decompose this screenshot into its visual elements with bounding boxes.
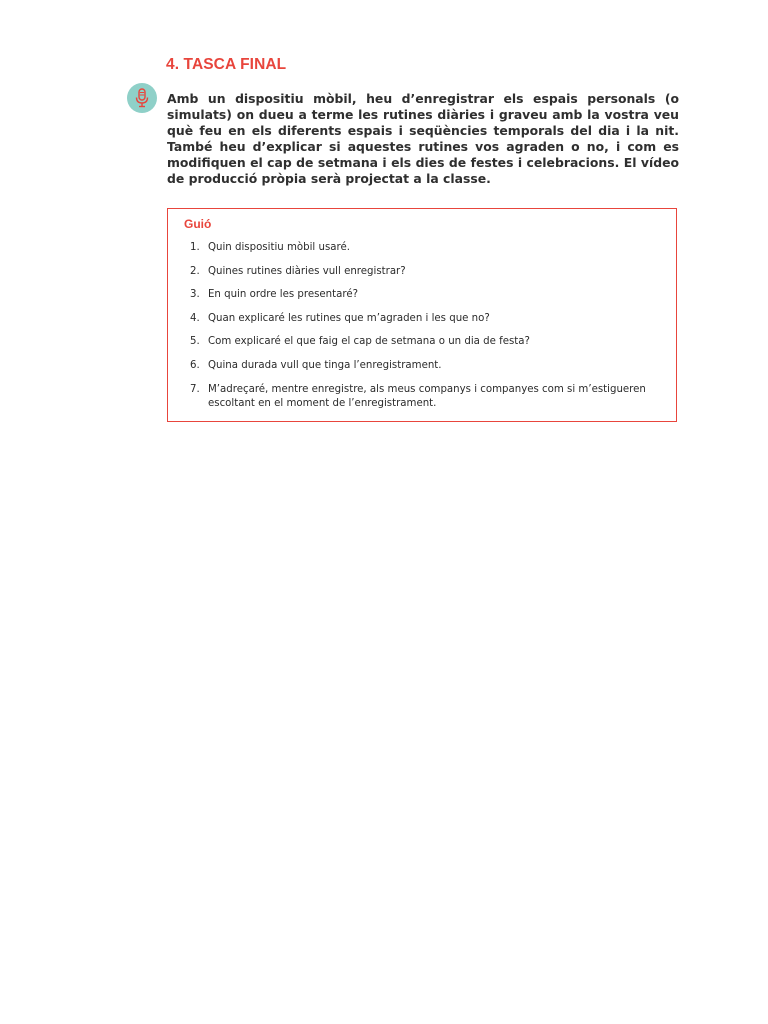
guide-item-text: Quines rutines diàries vull enregistrar? [208, 265, 406, 277]
guide-item-text: Com explicaré el que faig el cap de setmana o un dia de festa? [208, 336, 530, 348]
guide-item-number: 3. [190, 289, 200, 301]
microphone-badge [127, 83, 157, 113]
guide-item-text: En quin ordre les presentaré? [208, 289, 359, 301]
guide-item-text: Quina durada vull que tinga l’enregistrament. [208, 359, 442, 371]
guide-item [190, 359, 660, 373]
guide-item [190, 265, 660, 279]
guide-title: Guió [184, 217, 212, 231]
guide-item-number: 4. [190, 312, 200, 324]
guide-item [190, 383, 660, 411]
guide-item [190, 312, 660, 326]
guide-item-number: 5. [190, 336, 200, 348]
guide-item-text: Quin dispositiu mòbil usaré. [208, 242, 350, 253]
guide-item-number: 7. [190, 383, 200, 395]
guide-item-text: M’adreçaré, mentre enregistre, als meus companys i companyes com si m’estigueren escoltant en el moment de l’enregistrament. [208, 383, 646, 409]
guide-item-number: 6. [190, 359, 200, 371]
guide-list [190, 241, 660, 420]
section-title: 4. TASCA FINAL [166, 56, 287, 73]
guide-item-number: 1. [190, 242, 200, 253]
guide-item-number: 2. [190, 265, 200, 277]
task-description: Amb un dispositiu mòbil, heu d’enregistrar els espais personals (o simulats) on dueu a terme les rutines diàries i graveu amb la vostra veu què feu en els diferents espais i seqüències temporals del dia i la nit. També heu d’explicar si aquestes rutines vos agraden o no, i com es modifiquen el cap de setmana i els dies de festes i celebracions. El vídeo de producció pròpia serà projectat a la classe. [167, 91, 679, 186]
guide-item [190, 241, 660, 255]
guide-item [190, 288, 660, 302]
microphone-icon [133, 88, 151, 108]
guide-item [190, 335, 660, 349]
guide-box [167, 208, 677, 422]
guide-item-text: Quan explicaré les rutines que m’agraden i les que no? [208, 312, 490, 324]
